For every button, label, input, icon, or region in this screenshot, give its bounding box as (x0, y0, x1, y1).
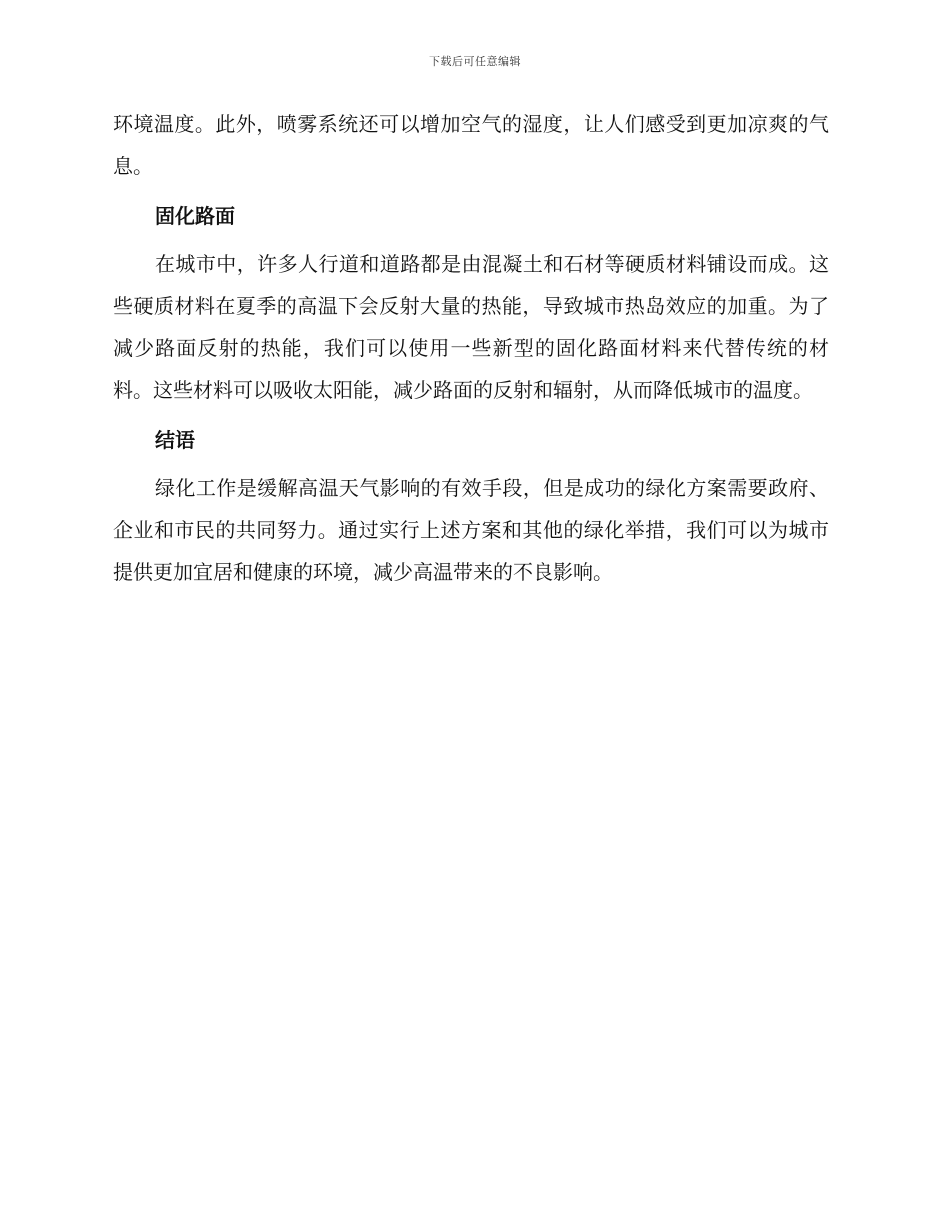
document-body (113, 103, 829, 593)
section-heading-conclusion: 结语 (155, 428, 195, 452)
section-heading-solidified-pavement: 固化路面 (155, 204, 235, 228)
page-header: 下载后可任意编辑 (429, 55, 521, 68)
section-paragraph-solidified-pavement: 在城市中，许多人行道和道路都是由混凝土和石材等硬质材料铺设而成。这些硬质材料在夏季的高温下会反射大量的热能，导致城市热岛效应的加重。为了减少路面反射的热能，我们可以使用一些新型的固化路面材料来代替传统的材料。这些材料可以吸收太阳能，减少路面的反射和辐射，从而降低城市的温度。 (113, 252, 829, 402)
section-paragraph-conclusion: 绿化工作是缓解高温天气影响的有效手段，但是成功的绿化方案需要政府、企业和市民的共同努力。通过实行上述方案和其他的绿化举措，我们可以为城市提供更加宜居和健康的环境，减少高温带来的不良影响。 (113, 476, 829, 584)
intro-continuation-paragraph: 环境温度。此外，喷雾系统还可以增加空气的湿度，让人们感受到更加凉爽的气息。 (113, 112, 829, 178)
